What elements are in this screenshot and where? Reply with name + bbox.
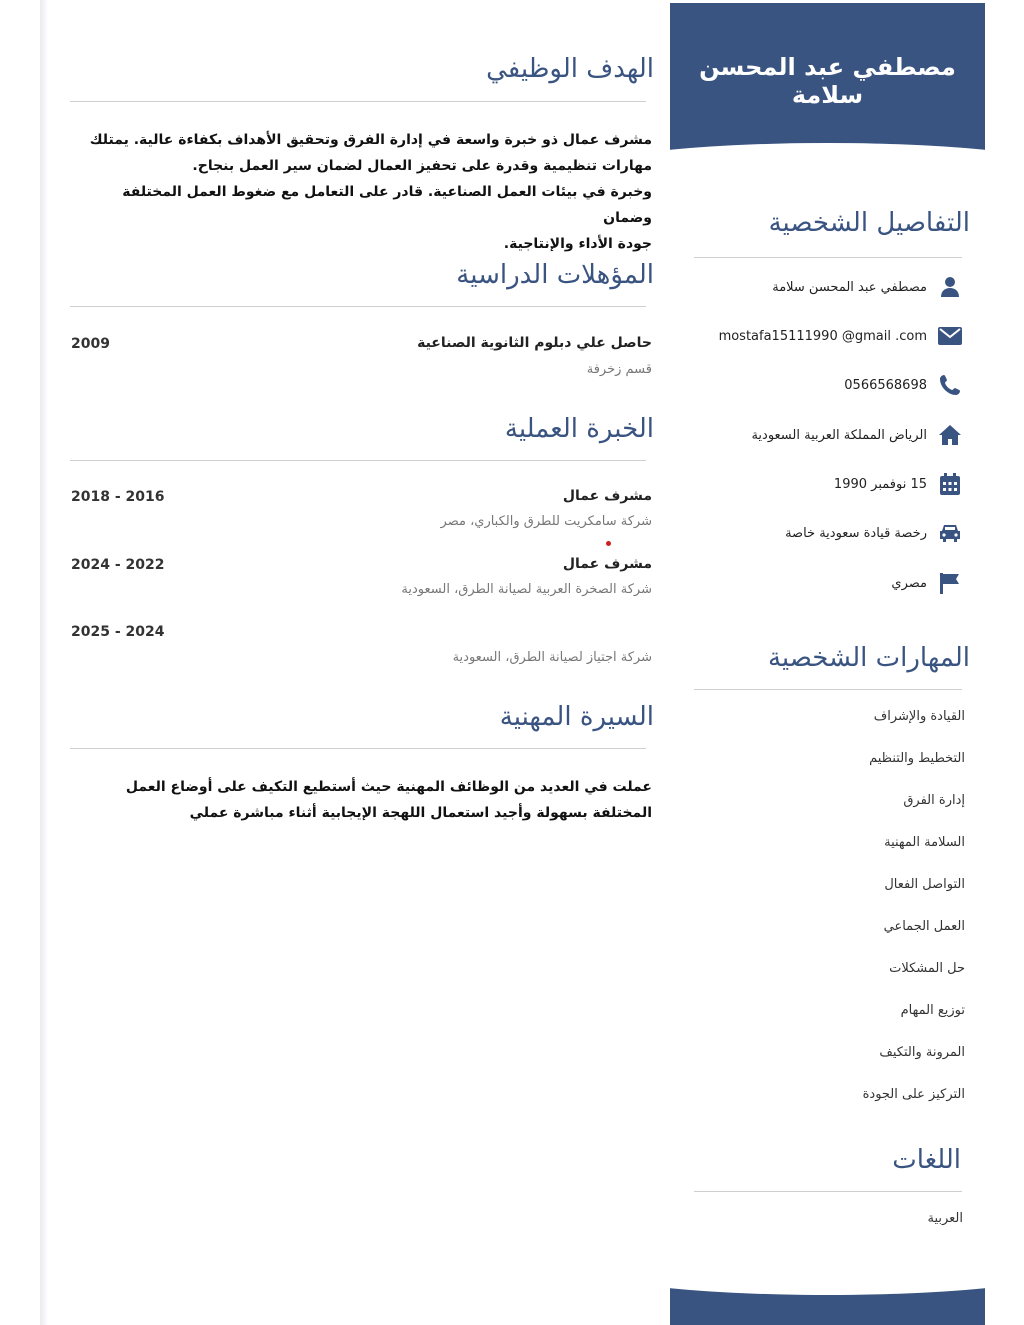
phone-icon <box>937 372 963 398</box>
experience-title: الخبرة العملية <box>504 414 654 444</box>
personal-item-license <box>785 519 963 547</box>
personal-item-birthdate <box>834 470 963 498</box>
skill-item: حل المشكلات <box>889 961 965 976</box>
calendar-icon <box>937 471 963 497</box>
personal-address-text: الرياض المملكة العربية السعودية <box>751 427 927 443</box>
personal-license-text: رخصة قيادة سعودية خاصة <box>785 525 927 541</box>
skill-item: توزيع المهام <box>900 1003 965 1018</box>
objective-text <box>70 127 652 257</box>
personal-birthdate-text: 15 نوفمبر 1990 <box>833 476 927 492</box>
career-divider <box>70 748 646 749</box>
objective-line: مشرف عمال ذو خبرة واسعة في إدارة الفرق وتحقيق الأهداف بكفاءة عالية. يمتلك <box>89 132 652 148</box>
personal-details-divider <box>694 257 962 258</box>
experience-dates: 2024 - 2022 <box>71 557 165 573</box>
personal-item-phone <box>844 371 963 399</box>
languages-title: اللغات <box>892 1145 961 1175</box>
candidate-name: مصطفي عبد المحسن سلامة <box>699 53 956 109</box>
skills-divider <box>694 689 962 690</box>
personal-item-email <box>719 322 963 350</box>
objective-line: وخبرة في بيئات العمل الصناعية. قادر على التعامل مع ضغوط العمل المختلفة وضمان <box>122 184 652 226</box>
career-text <box>70 774 652 826</box>
education-degree: حاصل علي دبلوم الثانوية الصناعية <box>417 335 652 351</box>
skill-item: العمل الجماعي <box>883 919 965 934</box>
experience-company: شركة سامكريت للطرق والكباري، مصر <box>440 514 652 529</box>
career-line: المختلفة بسهولة وأجيد استعمال اللهجة الإيجابية أثناء مباشرة عملي <box>189 805 652 821</box>
skill-item: التخطيط والتنظيم <box>869 751 965 766</box>
objective-divider <box>70 101 646 102</box>
personal-phone-text[interactable]: 0566568698 <box>844 377 927 393</box>
sidebar-footer-curve <box>670 1235 985 1295</box>
skill-item: السلامة المهنية <box>884 835 965 850</box>
skill-item: القيادة والإشراف <box>873 709 965 724</box>
education-year: 2009 <box>71 336 110 352</box>
skill-item: المرونة والتكيف <box>879 1045 965 1060</box>
home-icon <box>937 422 963 448</box>
experience-dates: 2018 - 2016 <box>71 489 165 505</box>
experience-dates: 2025 - 2024 <box>71 624 165 640</box>
objective-line: جودة الأداء والإنتاجية. <box>503 236 652 252</box>
personal-item-address <box>751 421 963 449</box>
objective-title: الهدف الوظيفي <box>486 54 654 84</box>
personal-details-title: التفاصيل الشخصية <box>768 208 970 238</box>
user-icon <box>937 274 963 300</box>
skill-item: التواصل الفعال <box>884 877 965 892</box>
experience-divider <box>70 460 646 461</box>
personal-name-text: مصطفي عبد المحسن سلامة <box>772 279 927 295</box>
car-icon <box>937 520 963 546</box>
personal-item-name <box>772 273 963 301</box>
experience-company: شركة اجتياز لصيانة الطرق، السعودية <box>452 650 652 665</box>
experience-company: شركة الصخرة العربية لصيانة الطرق، السعودية <box>401 582 652 597</box>
experience-role: مشرف عمال <box>562 556 652 572</box>
skill-item: إدارة الفرق <box>903 793 965 808</box>
education-divider <box>70 306 646 307</box>
skill-item: التركيز على الجودة <box>862 1087 965 1102</box>
career-line: عملت في العديد من الوظائف المهنية حيث أستطيع التكيف على أوضاع العمل <box>125 779 652 795</box>
education-title: المؤهلات الدراسية <box>456 260 654 290</box>
envelope-icon <box>937 323 963 349</box>
experience-role: مشرف عمال <box>562 488 652 504</box>
flag-icon <box>937 570 963 596</box>
personal-item-nationality <box>891 569 963 597</box>
page-edge-shadow <box>40 0 48 1325</box>
sidebar-header-curve <box>670 143 985 203</box>
marker-dot <box>606 541 611 546</box>
skills-title: المهارات الشخصية <box>767 643 970 673</box>
personal-email-text[interactable]: mostafa15111990 @gmail .com <box>718 328 927 344</box>
education-detail: قسم زخرفة <box>586 362 652 377</box>
career-title: السيرة المهنية <box>499 702 654 732</box>
objective-line: مهارات تنظيمية وقدرة على تحفيز العمال لضمان سير العمل بنجاح. <box>192 158 652 174</box>
personal-nationality-text: مصري <box>891 575 927 591</box>
language-item: العربية <box>927 1211 963 1226</box>
languages-divider <box>694 1191 962 1192</box>
sidebar <box>670 3 985 1325</box>
